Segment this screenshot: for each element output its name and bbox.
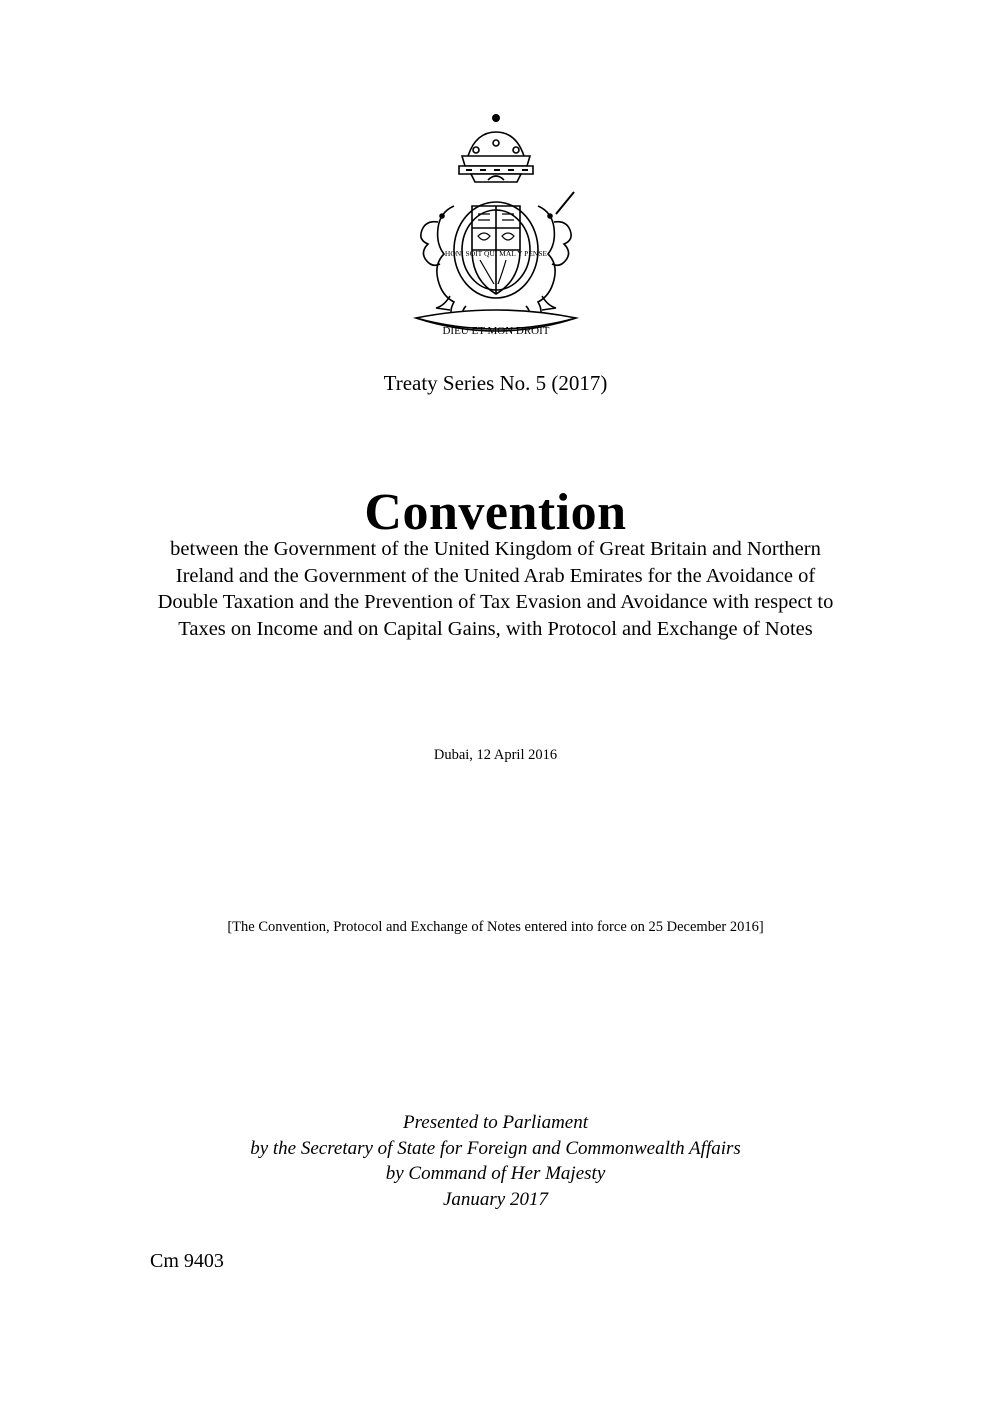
presented-line-3: by Command of Her Majesty [385,1163,606,1184]
presented-line-1: Presented to Parliament [402,1112,589,1133]
treaty-series-line: Treaty Series No. 5 (2017) [383,371,608,395]
command-paper-number: Cm 9403 [150,1250,224,1272]
place-and-date: Dubai, 12 April 2016 [433,747,558,763]
presented-line-2: by the Secretary of State for Foreign and Commonwealth Affairs [250,1137,741,1159]
crest-motto-bottom: DIEU ET MON DROIT [441,325,550,337]
page-title: Convention [364,483,627,541]
entry-into-force-note: [The Convention, Protocol and Exchange of Notes entered into force on 25 December 2016] [227,919,764,935]
crest-motto-garter: HONI SOIT QUI MAL Y PENSE [444,249,547,258]
document-subtitle: between the Government of the United Kingdom of Great Britain and Northern Ireland and the Government of the United Arab Emirates for the Avoidance of Double Taxation and the Prevention of Tax Evasion and Avoidance with respect to Taxes on Income and on Capital Gains, with Protocol and Exchange of Notes [157,538,834,640]
presentation-block [0,1110,991,1212]
royal-coat-of-arms-icon [376,110,616,360]
presented-line-4: January 2017 [442,1188,548,1210]
crest-container [0,110,991,360]
